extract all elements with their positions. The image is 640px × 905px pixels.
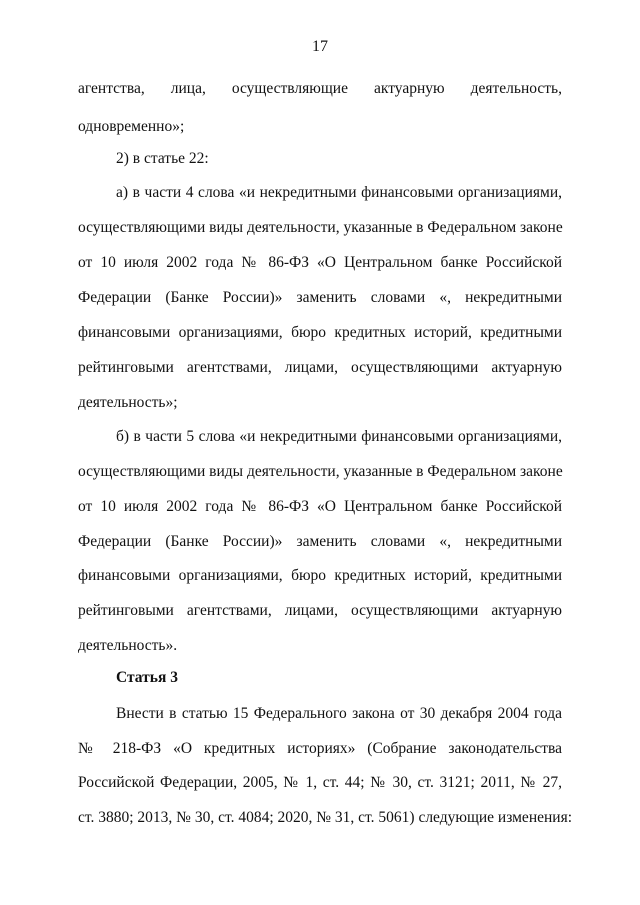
text-line: рейтинговыми агентствами, лицами, осуществляющими актуарную	[78, 359, 562, 376]
text-line: от 10 июля 2002 года № 86-ФЗ «О Центральном банке Российской	[78, 498, 562, 515]
text-line: ст. 3880; 2013, № 30, ст. 4084; 2020, № 31, ст. 5061) следующие изменения:	[78, 809, 573, 826]
text-line: б) в части 5 слова «и некредитными финансовыми организациями,	[116, 428, 562, 445]
text-line: 2) в статье 22:	[116, 150, 209, 167]
text-line: от 10 июля 2002 года № 86-ФЗ «О Центральном банке Российской	[78, 254, 562, 271]
text-line: осуществляющими виды деятельности, указанные в Федеральном законе	[78, 219, 563, 236]
text-line: Внести в статью 15 Федерального закона от 30 декабря 2004 года	[116, 705, 562, 722]
text-line: Федерации (Банке России)» заменить словами «, некредитными	[78, 289, 562, 306]
text-line: № 218-ФЗ «О кредитных историях» (Собрание законодательства	[78, 740, 562, 757]
article-heading: Статья 3	[116, 669, 178, 686]
text-line: рейтинговыми агентствами, лицами, осуществляющими актуарную	[78, 602, 562, 619]
text-line: финансовыми организациями, бюро кредитных историй, кредитными	[78, 324, 562, 341]
page-number: 17	[312, 38, 328, 55]
text-line: деятельность».	[78, 637, 178, 654]
text-line: агентства, лица, осуществляющие актуарную деятельность,	[78, 80, 562, 97]
text-line: финансовыми организациями, бюро кредитных историй, кредитными	[78, 567, 562, 584]
text-line: одновременно»;	[78, 118, 185, 135]
text-line: а) в части 4 слова «и некредитными финансовыми организациями,	[116, 184, 562, 201]
text-line: осуществляющими виды деятельности, указанные в Федеральном законе	[78, 463, 563, 480]
text-line: Российской Федерации, 2005, № 1, ст. 44; № 30, ст. 3121; 2011, № 27,	[78, 774, 562, 791]
text-line: Федерации (Банке России)» заменить словами «, некредитными	[78, 533, 562, 550]
text-line: деятельность»;	[78, 394, 178, 411]
